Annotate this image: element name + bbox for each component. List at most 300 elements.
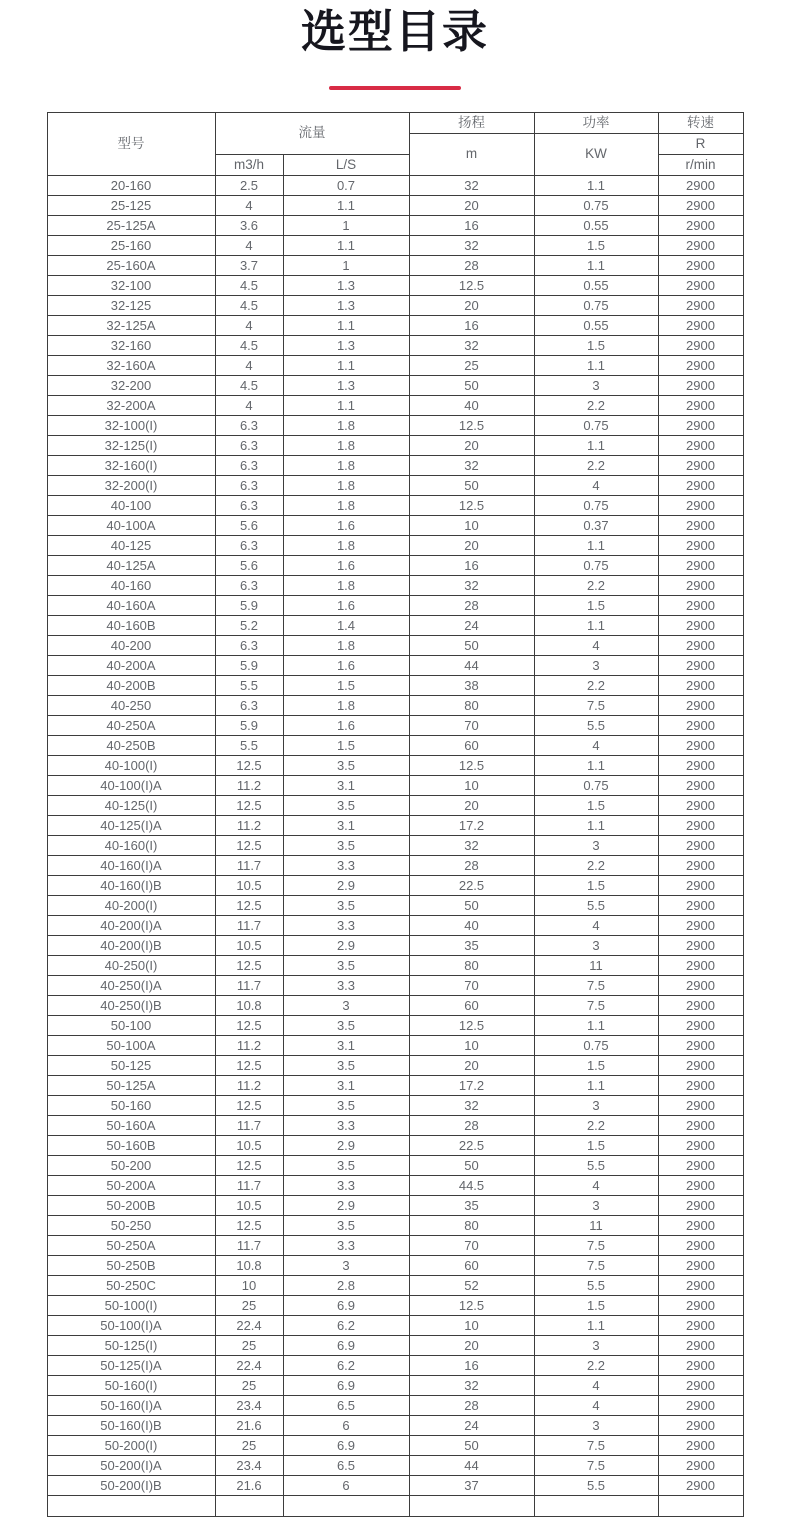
table-cell: 4 [215,236,283,256]
table-row [47,1436,743,1456]
table-row [47,776,743,796]
table-cell: 2.9 [283,1136,409,1156]
table-cell: 2900 [658,676,743,696]
table-cell: 2.9 [283,936,409,956]
table-cell: 40-160(I) [47,836,215,856]
table-cell: 50-100A [47,1036,215,1056]
header-speed-r: R [658,134,743,155]
table-row [47,896,743,916]
table-cell: 20 [409,796,534,816]
table-cell: 50-160B [47,1136,215,1156]
table-cell: 1.3 [283,276,409,296]
table-row [47,256,743,276]
table-cell: 6.9 [283,1336,409,1356]
table-cell: 3 [534,1096,658,1116]
table-row [47,1156,743,1176]
table-cell: 1.1 [534,436,658,456]
table-cell: 2900 [658,856,743,876]
table-cell: 2.2 [534,576,658,596]
table-cell: 7.5 [534,1456,658,1476]
table-cell: 50 [409,1156,534,1176]
table-cell: 2900 [658,1296,743,1316]
table-cell: 2900 [658,1416,743,1436]
table-cell: 4.5 [215,376,283,396]
table-row [47,796,743,816]
table-cell: 6 [283,1416,409,1436]
table-row [47,1056,743,1076]
table-cell: 3.7 [215,256,283,276]
table-row-partial [47,1496,743,1517]
table-cell: 2.2 [534,676,658,696]
table-row [47,636,743,656]
table-cell: 4 [534,636,658,656]
table-cell: 2900 [658,1376,743,1396]
table-cell: 1.5 [283,736,409,756]
table-cell: 2900 [658,516,743,536]
table-row [47,376,743,396]
table-cell: 40-200(I)B [47,936,215,956]
table-cell: 3.5 [283,1096,409,1116]
table-cell: 4.5 [215,296,283,316]
table-cell: 11.2 [215,1036,283,1056]
table-cell: 6.3 [215,416,283,436]
table-cell: 32-160A [47,356,215,376]
table-cell: 50-160(I)B [47,1416,215,1436]
table-cell: 32 [409,1096,534,1116]
table-cell: 2900 [658,716,743,736]
table-row [47,456,743,476]
header-flow-m3h: m3/h [215,155,283,176]
table-cell: 3.5 [283,1056,409,1076]
table-cell: 4 [215,396,283,416]
table-cell: 3 [534,1336,658,1356]
header-power: 功率 [534,113,658,134]
table-cell: 1.1 [534,256,658,276]
table-cell: 1.1 [283,316,409,336]
table-cell: 22.5 [409,1136,534,1156]
table-cell: 50-200A [47,1176,215,1196]
table-cell: 40-250(I)A [47,976,215,996]
table-cell: 12.5 [215,1216,283,1236]
table-cell: 12.5 [409,756,534,776]
header-head-unit: m [409,134,534,176]
table-cell: 3.6 [215,216,283,236]
table-row [47,976,743,996]
table-cell: 3 [534,836,658,856]
table-cell: 50-250B [47,1256,215,1276]
table-cell: 3.5 [283,756,409,776]
table-cell: 5.5 [534,1156,658,1176]
table-cell: 0.75 [534,196,658,216]
table-cell: 21.6 [215,1476,283,1496]
table-cell: 12.5 [215,956,283,976]
table-cell: 2900 [658,176,743,196]
table-row [47,696,743,716]
table-cell: 0.37 [534,516,658,536]
table-cell: 5.5 [534,716,658,736]
table-cell: 2900 [658,1096,743,1116]
table-cell: 50 [409,376,534,396]
table-cell: 1.6 [283,656,409,676]
table-cell: 28 [409,856,534,876]
table-cell: 11.7 [215,1116,283,1136]
table-cell: 5.5 [534,896,658,916]
table-row [47,836,743,856]
table-cell: 2900 [658,576,743,596]
table-cell: 2900 [658,1056,743,1076]
table-cell: 4 [215,316,283,336]
table-cell: 22.4 [215,1316,283,1336]
table-cell: 2900 [658,1116,743,1136]
table-cell: 50-200(I)B [47,1476,215,1496]
table-cell: 32 [409,336,534,356]
table-cell: 2900 [658,736,743,756]
table-cell: 16 [409,216,534,236]
table-cell: 17.2 [409,816,534,836]
table-cell: 4.5 [215,276,283,296]
table-cell: 10 [215,1276,283,1296]
table-cell: 1.6 [283,596,409,616]
table-cell: 1.1 [534,176,658,196]
table-cell: 2.2 [534,1116,658,1136]
table-cell: 25 [215,1336,283,1356]
table-row [47,1256,743,1276]
table-cell: 50 [409,476,534,496]
table-cell: 7.5 [534,996,658,1016]
table-cell: 50-125A [47,1076,215,1096]
table-cell: 2900 [658,1236,743,1256]
table-cell: 1.8 [283,476,409,496]
table-cell: 2900 [658,476,743,496]
table-row [47,536,743,556]
table-row [47,1076,743,1096]
table-cell: 2900 [658,276,743,296]
table-cell: 80 [409,1216,534,1236]
table-row [47,336,743,356]
table-cell: 11.7 [215,856,283,876]
table-cell: 37 [409,1476,534,1496]
table-cell: 2900 [658,356,743,376]
table-cell: 2.9 [283,1196,409,1216]
table-cell: 5.9 [215,716,283,736]
table-cell: 2900 [658,1036,743,1056]
table-cell: 28 [409,256,534,276]
table-cell: 3.3 [283,1236,409,1256]
table-cell: 25-125A [47,216,215,236]
table-cell: 40-250(I) [47,956,215,976]
table-cell: 6.3 [215,696,283,716]
table-cell: 50-160A [47,1116,215,1136]
table-cell: 1.1 [534,1316,658,1336]
table-cell: 12.5 [409,1296,534,1316]
table-cell: 32-125 [47,296,215,316]
table-cell: 1.8 [283,456,409,476]
table-cell: 2900 [658,1156,743,1176]
table-cell: 2900 [658,1216,743,1236]
table-cell: 20 [409,1056,534,1076]
table-cell: 3.5 [283,956,409,976]
table-row [47,1236,743,1256]
table-cell: 50-200(I) [47,1436,215,1456]
table-cell: 50-200B [47,1196,215,1216]
table-cell: 1.3 [283,376,409,396]
table-row [47,496,743,516]
table-cell: 2900 [658,236,743,256]
table-cell: 3 [534,1196,658,1216]
table-cell: 6.5 [283,1396,409,1416]
table-cell: 2900 [658,1476,743,1496]
table-cell: 80 [409,696,534,716]
table-cell: 6.3 [215,436,283,456]
table-cell: 28 [409,1396,534,1416]
table-cell: 2.2 [534,1356,658,1376]
table-cell: 32-125A [47,316,215,336]
table-row [47,816,743,836]
table-row [47,1296,743,1316]
table-cell: 2900 [658,1316,743,1336]
table-cell: 35 [409,1196,534,1216]
title-underline [329,86,461,90]
table-cell: 3 [283,1256,409,1276]
table-cell: 4 [534,1176,658,1196]
table-cell: 44.5 [409,1176,534,1196]
table-cell: 2900 [658,876,743,896]
table-cell: 12.5 [215,1016,283,1036]
table-cell: 4 [534,736,658,756]
table-cell: 40-250A [47,716,215,736]
table-cell: 16 [409,316,534,336]
table-cell: 1.5 [534,1056,658,1076]
table-cell: 40-125A [47,556,215,576]
table-cell: 11.2 [215,776,283,796]
table-cell: 2900 [658,756,743,776]
table-cell: 3.3 [283,976,409,996]
table-cell: 2900 [658,896,743,916]
table-cell: 40 [409,916,534,936]
table-cell: 12.5 [215,896,283,916]
table-cell: 0.75 [534,776,658,796]
table-row [47,316,743,336]
table-cell: 3.5 [283,1156,409,1176]
table-cell: 40-100 [47,496,215,516]
table-cell: 1.6 [283,716,409,736]
table-cell: 40-200(I) [47,896,215,916]
table-cell: 2900 [658,1356,743,1376]
table-cell: 1.5 [534,1296,658,1316]
table-cell: 0.55 [534,216,658,236]
table-cell: 0.7 [283,176,409,196]
table-cell: 2900 [658,216,743,236]
table-row [47,1196,743,1216]
table-cell: 7.5 [534,976,658,996]
table-cell: 23.4 [215,1396,283,1416]
table-cell: 3.3 [283,1176,409,1196]
table-cell: 40-125(I)A [47,816,215,836]
table-cell: 4.5 [215,336,283,356]
table-cell: 1.5 [534,336,658,356]
table-cell: 50-250C [47,1276,215,1296]
table-cell: 5.2 [215,616,283,636]
table-cell: 1.3 [283,336,409,356]
table-cell: 1.1 [283,396,409,416]
table-cell: 28 [409,596,534,616]
table-cell: 1 [283,216,409,236]
header-flow: 流量 [215,113,409,155]
table-row [47,616,743,636]
table-cell: 1.5 [534,876,658,896]
table-row [47,996,743,1016]
table-cell: 2900 [658,696,743,716]
table-cell: 28 [409,1116,534,1136]
table-cell: 1.5 [534,1136,658,1156]
table-row [47,1116,743,1136]
table-cell: 2900 [658,1396,743,1416]
table-row [47,956,743,976]
table-cell: 2900 [658,1336,743,1356]
table-cell: 2900 [658,456,743,476]
table-cell: 7.5 [534,1236,658,1256]
table-row [47,1456,743,1476]
table-cell: 50-100(I)A [47,1316,215,1336]
table-cell: 3.5 [283,1216,409,1236]
table-row [47,1356,743,1376]
table-cell: 1.1 [534,756,658,776]
table-cell: 0.75 [534,296,658,316]
table-row [47,1216,743,1236]
table-cell: 7.5 [534,696,658,716]
table-cell: 10.8 [215,996,283,1016]
table-row [47,476,743,496]
table-cell: 6.3 [215,636,283,656]
table-cell: 32 [409,236,534,256]
table-cell: 6.9 [283,1376,409,1396]
table-row [47,936,743,956]
table-cell: 5.9 [215,596,283,616]
table-cell: 6.5 [283,1456,409,1476]
table-cell: 4 [534,1376,658,1396]
table-cell: 40-160(I)A [47,856,215,876]
table-row [47,236,743,256]
table-cell: 3.3 [283,1116,409,1136]
table-cell: 50-125(I) [47,1336,215,1356]
table-cell: 1.8 [283,416,409,436]
table-cell: 12.5 [409,1016,534,1036]
table-cell: 12.5 [409,416,534,436]
table-cell: 2900 [658,376,743,396]
table-row [47,1176,743,1196]
table-cell: 1.8 [283,696,409,716]
table-row [47,1376,743,1396]
table-cell: 2900 [658,1276,743,1296]
selection-table [47,112,744,1517]
table-cell: 3 [534,656,658,676]
table-cell: 5.5 [534,1476,658,1496]
table-cell: 60 [409,1256,534,1276]
table-cell: 5.6 [215,516,283,536]
table-row [47,576,743,596]
table-cell: 10 [409,776,534,796]
table-cell: 1.5 [534,796,658,816]
table-cell: 2900 [658,196,743,216]
table-row [47,296,743,316]
table-row [47,876,743,896]
table-cell: 12.5 [409,276,534,296]
table-cell: 32-100 [47,276,215,296]
table-cell: 10 [409,1036,534,1056]
table-cell: 11.7 [215,1236,283,1256]
table-cell: 3.1 [283,816,409,836]
table-cell: 2.5 [215,176,283,196]
table-cell: 1 [283,256,409,276]
page-title: 选型目录 [300,6,489,57]
table-cell: 3.3 [283,856,409,876]
table-cell: 2900 [658,396,743,416]
table-cell: 2900 [658,916,743,936]
table-row [47,176,743,196]
table-row [47,216,743,236]
table-cell: 3.5 [283,796,409,816]
table-cell: 5.9 [215,656,283,676]
table-cell: 6.3 [215,496,283,516]
table-cell: 4 [534,476,658,496]
table-cell: 10.8 [215,1256,283,1276]
table-cell: 6.2 [283,1356,409,1376]
table-cell: 44 [409,1456,534,1476]
table-cell: 2.2 [534,856,658,876]
table-cell: 40-100A [47,516,215,536]
table-cell: 25 [215,1376,283,1396]
table-row [47,716,743,736]
table-row [47,1036,743,1056]
table-cell: 32-200A [47,396,215,416]
table-cell: 40-160(I)B [47,876,215,896]
table-cell: 11.7 [215,1176,283,1196]
table-row [47,1316,743,1336]
table-cell: 25 [215,1296,283,1316]
table-cell [409,1496,534,1517]
table-cell: 10 [409,1316,534,1336]
table-cell: 50-160(I) [47,1376,215,1396]
table-cell: 21.6 [215,1416,283,1436]
table-cell: 40-250B [47,736,215,756]
table-cell: 50 [409,1436,534,1456]
table-cell: 32 [409,576,534,596]
table-cell: 2900 [658,936,743,956]
table-cell: 4 [215,196,283,216]
table-row [47,1476,743,1496]
table-cell: 10.5 [215,1196,283,1216]
table-cell: 50-100(I) [47,1296,215,1316]
table-cell: 0.55 [534,316,658,336]
table-cell: 50-250A [47,1236,215,1256]
table-cell: 0.55 [534,276,658,296]
table-cell: 50-125 [47,1056,215,1076]
table-row [47,1276,743,1296]
table-cell: 1.6 [283,516,409,536]
table-cell: 40-100(I) [47,756,215,776]
table-cell: 2900 [658,296,743,316]
table-cell: 10.5 [215,876,283,896]
table-cell: 44 [409,656,534,676]
table-cell [47,1496,215,1517]
table-row [47,856,743,876]
table-cell: 32-200(I) [47,476,215,496]
table-cell: 70 [409,1236,534,1256]
table-cell: 3 [534,376,658,396]
table-cell: 2900 [658,1176,743,1196]
table-row [47,396,743,416]
table-cell: 2900 [658,616,743,636]
